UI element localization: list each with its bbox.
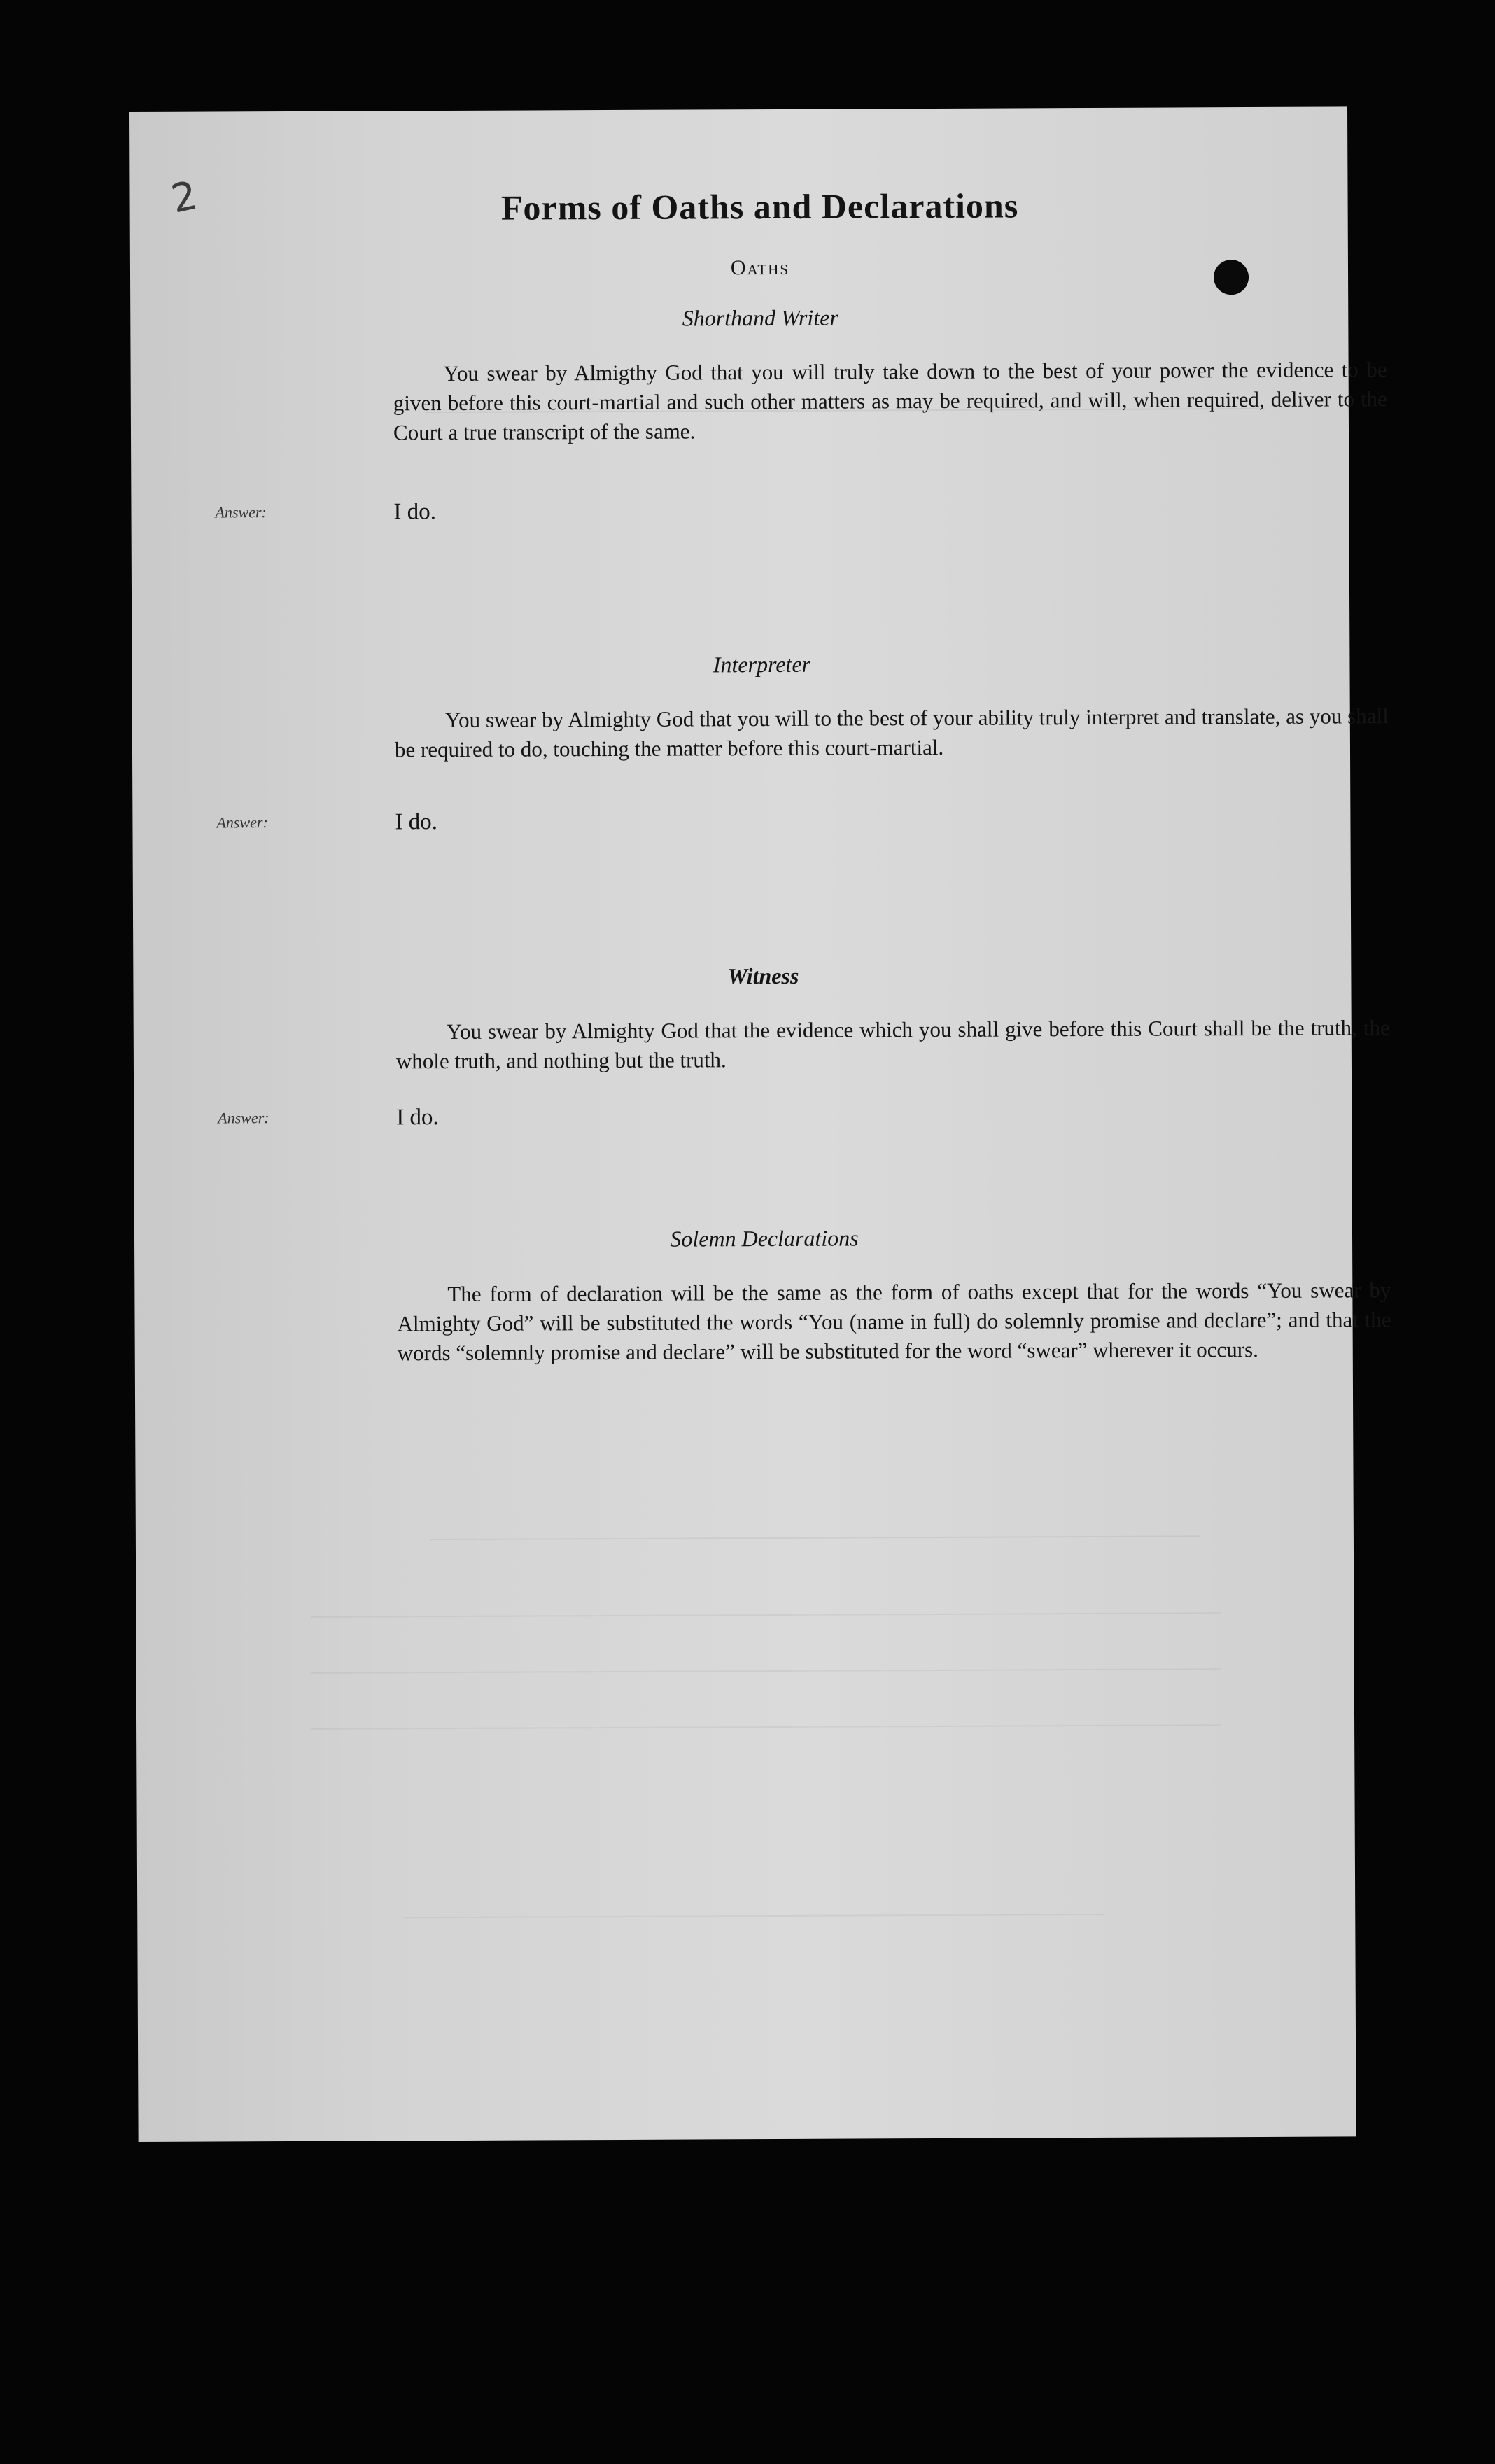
interpreter-oath: You swear by Almighty God that you will to the best of your ability truly interpret and translate, as you shall be required to do, touching the matter before this court-martial. xyxy=(394,704,1389,762)
punch-hole xyxy=(1214,260,1249,295)
bleed-through-line xyxy=(430,1535,1200,1541)
solemn-declarations-text: The form of declaration will be the same as the form of oaths except that for the words “You swear by Almighty God” will be substituted the words “You (name in full) do solemnly promise and declare”; and that the words “solemnly promise and declare” will be substituted for the word “swear” wherever it occurs. xyxy=(397,1278,1391,1366)
witness-heading: Witness xyxy=(727,962,799,989)
shorthand-answer: I do. xyxy=(393,499,437,525)
bleed-through-line xyxy=(311,1668,1221,1674)
interpreter-heading: Interpreter xyxy=(713,651,811,678)
oaths-heading: Oaths xyxy=(730,255,790,280)
bleed-through-line xyxy=(403,1914,1103,1919)
shorthand-answer-label: Answer: xyxy=(215,503,267,522)
witness-answer: I do. xyxy=(396,1105,439,1130)
shorthand-writer-oath: You swear by Almigthy God that you will truly take down to the best of your power the evidence to be given before this court-martial and such other matters as may be required, and will, when required, deliver to the Court a true transcript of the same. xyxy=(393,357,1387,445)
witness-answer-label: Answer: xyxy=(218,1109,269,1127)
handwritten-page-number: 2 xyxy=(167,172,202,223)
shorthand-writer-heading: Shorthand Writer xyxy=(682,304,838,331)
witness-oath: You swear by Almighty God that the evidence which you shall give before this Court shall be the truth, the whole truth, and nothing but the truth. xyxy=(395,1015,1390,1074)
interpreter-answer-label: Answer: xyxy=(216,813,268,832)
page-title: Forms of Oaths and Declarations xyxy=(500,186,1019,227)
bleed-through-line xyxy=(311,1612,1221,1618)
solemn-declarations-heading: Solemn Declarations xyxy=(670,1225,859,1252)
document-page xyxy=(129,106,1391,2142)
interpreter-answer: I do. xyxy=(395,809,438,835)
bleed-through-line xyxy=(311,1724,1221,1730)
